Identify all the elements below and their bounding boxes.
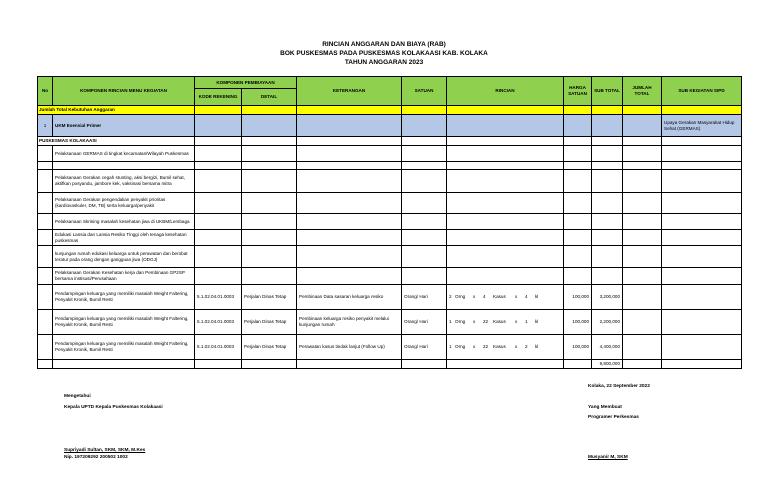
- col-header-detail: DETAIL: [242, 89, 297, 106]
- activity-row: [38, 230, 742, 246]
- activity-label: kunjungan rumah edukasi keluarga untuk perawatan dan berobat teratur pada orang dengan gangguan jiwa (ODGJ): [53, 246, 195, 268]
- detail-keterangan: Pembinaan Data sasaran keluarga resiko: [297, 285, 402, 310]
- col-header-keterangan: KETERANGAN: [297, 77, 402, 106]
- mengetahui-label: Mengetahui: [64, 394, 91, 399]
- detail-komponen: Pendampingan keluarga yang memiliki masalah Weight Faltering, Penyakit Kronik, Bumil Resti: [53, 335, 195, 360]
- detail-komponen: Pendampingan keluarga yang memiliki masalah Weight Faltering, Penyakit Kronik, Bumil Resti: [53, 285, 195, 310]
- col-header-satuan: SATUAN: [402, 77, 447, 106]
- jumlah-total-label: Jumlah Total Kebutuhan Anggaran: [38, 106, 195, 115]
- detail-rincian: 1 Orng x 22 Kasus x 2 kl: [447, 335, 564, 360]
- detail-kode: 5.1.02.04.01.0003: [195, 335, 242, 360]
- activity-row: [38, 170, 742, 193]
- detail-satuan: Orang/ Hari: [402, 335, 447, 360]
- section-label: PUSKESMAS KOLAKAASI: [38, 137, 195, 146]
- ukm-row: [38, 115, 742, 137]
- activity-row: [38, 214, 742, 230]
- col-header-jumlah-total: JUMLAH TOTAL: [623, 77, 662, 106]
- detail-harga: 100,000: [564, 285, 592, 310]
- col-header-sub-total: SUB TOTAL: [592, 77, 623, 106]
- col-header-kode-rekening: KODE REKENING: [195, 89, 242, 106]
- detail-row: [38, 335, 742, 360]
- detail-sub-total: 4,400,000: [592, 335, 623, 360]
- detail-keterangan: Pembinaan keluarga resiko penyakit melalui kunjungan rumah: [297, 310, 402, 335]
- detail-keterangan: Perawatan kasus tindak lanjut (Follow Up): [297, 335, 402, 360]
- kepala-name: Supriyadi Sultan, SKM, SKM, M.Kes: [64, 448, 146, 453]
- programer-title: Programer Perkesmas: [588, 415, 639, 420]
- col-header-komponen: KOMPONEN RINCIAN MENU KEGIATAN: [53, 77, 195, 106]
- activity-label: Pelaksanaan Gerakan Kesehatan kerja dan Pembinaan GP2SP bersama instisusi/Perusahaan: [53, 268, 195, 285]
- grand-sub-total: 9,800,000: [592, 360, 623, 369]
- detail-satuan: Orang/ Hari: [402, 285, 447, 310]
- rab-table: [37, 76, 742, 369]
- activity-row: [38, 268, 742, 285]
- yang-membuat-label: Yang Membuat: [588, 405, 622, 410]
- activity-label: Pelaksanaan Gerakan cegah stunting, aksi bergizi, Bumil sehat, aktifkan posyandu, jambore kek, vaksinasi bersama mitra: [53, 170, 195, 193]
- detail-sub-total: 2,200,000: [592, 310, 623, 335]
- grand-total-row: [38, 360, 742, 369]
- detail-harga: 100,000: [564, 310, 592, 335]
- detail-sub-total: 3,200,000: [592, 285, 623, 310]
- activity-label: Pelaksanaan Gerakan pengendalian penyakit prioritas (kardiovaskuler, DM, TB) serta keluarga/penyakit: [53, 193, 195, 214]
- ukm-label: UKM Esensial Primer: [53, 115, 195, 137]
- blank-row: [38, 162, 742, 170]
- activity-row: [38, 146, 742, 162]
- place-date: Kolaka, 22 September 2022: [588, 384, 650, 389]
- activity-label: Pelaksanaan GERMAS di tingkat kecamatan/Wilayah Puskesmas: [53, 146, 195, 162]
- detail-satuan: Orang/ Hari: [402, 310, 447, 335]
- kepala-nip: Nip. 197209292 200502 1002: [64, 455, 128, 460]
- col-header-komponen-pembiayaan: KOMPONEN PEMBIAYAAN: [195, 77, 297, 89]
- detail-row: [38, 285, 742, 310]
- detail-detail: Perjalan Dinas Tetap: [242, 310, 297, 335]
- col-header-harga-satuan: HARGA SATUAN: [564, 77, 592, 106]
- activity-row: [38, 193, 742, 214]
- detail-kode: 5.1.02.04.01.0003: [195, 285, 242, 310]
- header-line-3: TAHUN ANGGARAN 2023: [344, 59, 424, 66]
- activity-label: Pelaksanaan Skrining masalah kesehatan jiwa di UKBM/Lembaga: [53, 214, 195, 230]
- section-row: [38, 137, 742, 146]
- detail-rincian: 2 Orng x 4 Kasus x 4 kl: [447, 285, 564, 310]
- detail-rincian: 1 Orng x 22 Kasus x 1 kl: [447, 310, 564, 335]
- detail-kode: 5.1.02.04.01.0003: [195, 310, 242, 335]
- detail-harga: 100,000: [564, 335, 592, 360]
- col-header-sub-kegiatan: SUB KEGIATAN SIPD: [662, 77, 742, 106]
- col-header-no: No: [38, 77, 53, 106]
- ukm-no: 1: [38, 115, 53, 137]
- programer-name: Musyanir M, SKM: [588, 455, 628, 460]
- header-line-1: RINCIAN ANGGARAN DAN BIAYA (RAB): [322, 41, 446, 48]
- jumlah-total-row: [38, 106, 742, 115]
- col-header-rincian: RINCIAN: [447, 77, 564, 106]
- activity-row: [38, 246, 742, 268]
- detail-detail: Perjalan Dinas Tetap: [242, 285, 297, 310]
- header-line-2: BOK PUSKESMAS PADA PUSKESMAS KOLAKAASI KAB. KOLAKA: [280, 50, 488, 57]
- detail-row: [38, 310, 742, 335]
- kepala-title: Kepala UPTD Kepala Puskesmas Kolakaasi: [64, 405, 163, 410]
- ukm-sub-kegiatan: Upaya Gerakan Masyarakat Hidup Sehat (GERMAS): [662, 115, 742, 137]
- activity-label: Edukasi Lansia dan Lansia Resiko Tinggi oleh tenaga kesehatan puskesmas: [53, 230, 195, 246]
- detail-komponen: Pendampingan keluarga yang memiliki masalah Weight Faltering, Penyakit Kronik, Bumil Resti: [53, 310, 195, 335]
- detail-detail: Perjalan Dinas Tetap: [242, 335, 297, 360]
